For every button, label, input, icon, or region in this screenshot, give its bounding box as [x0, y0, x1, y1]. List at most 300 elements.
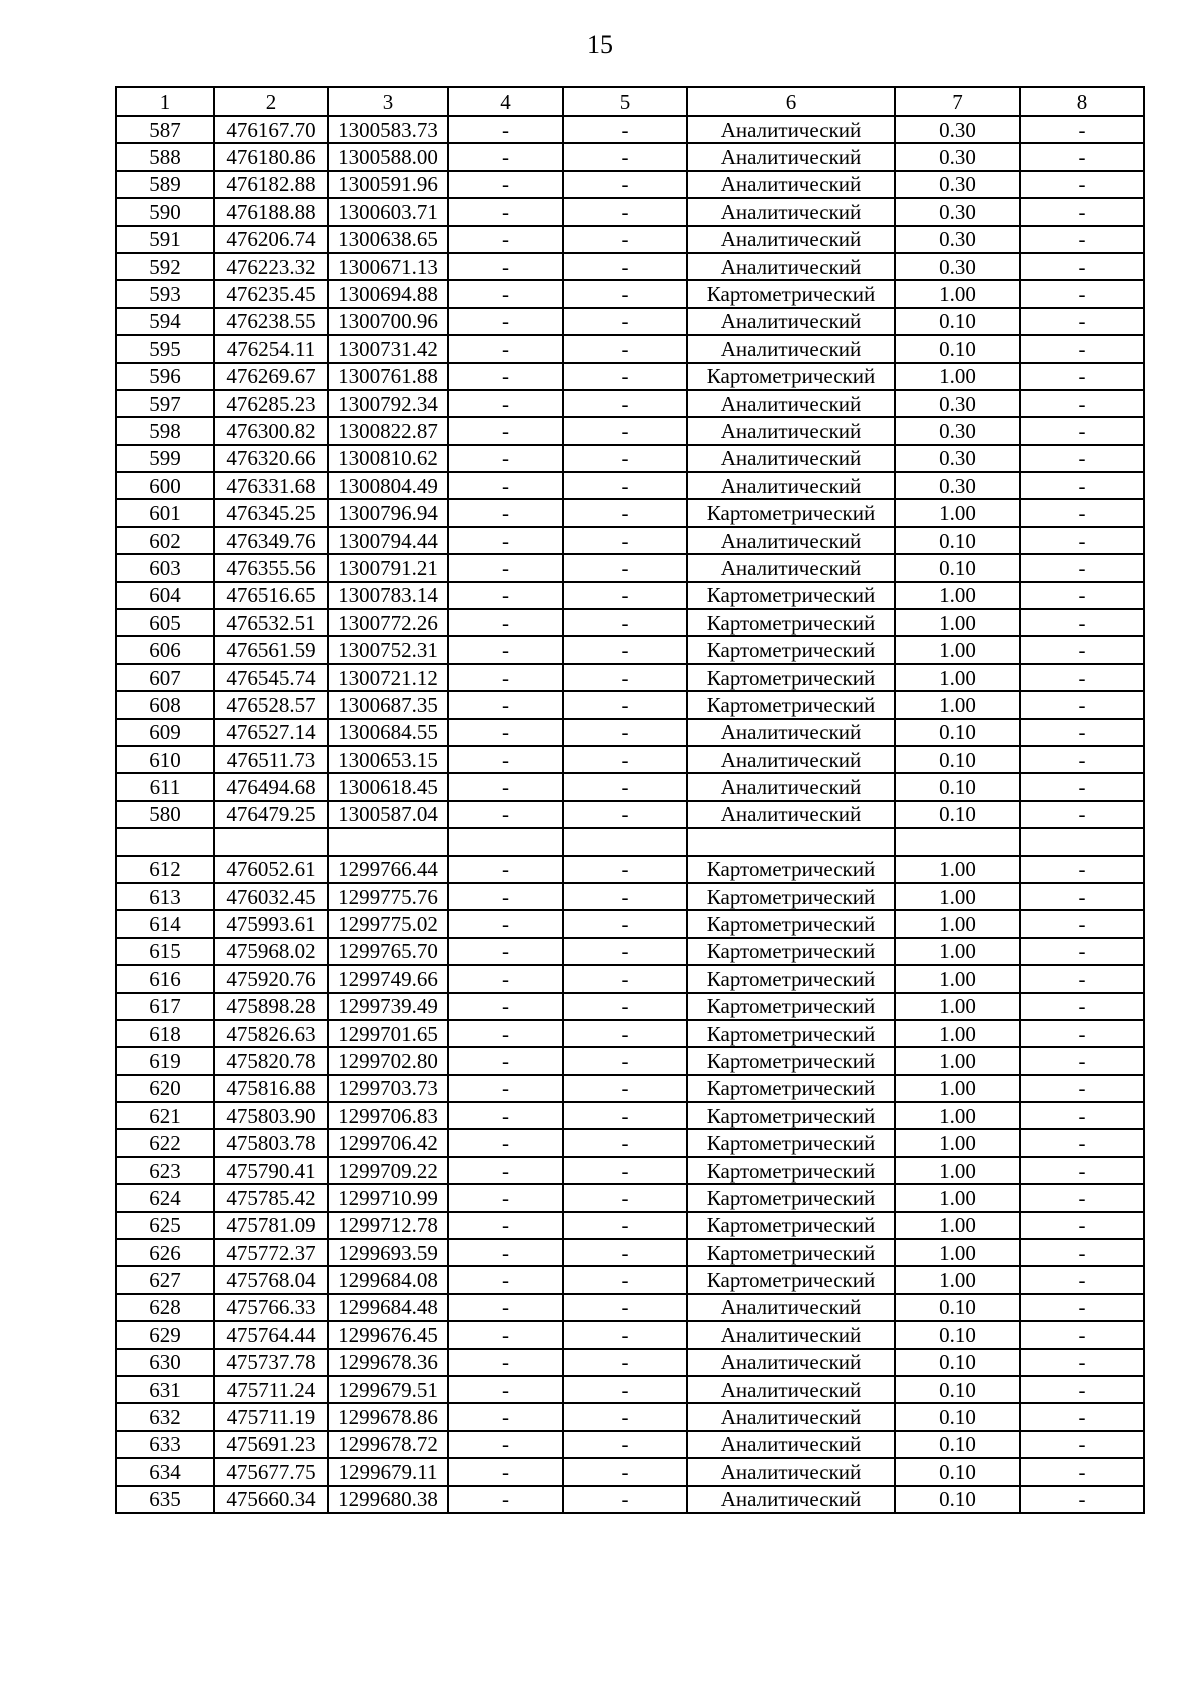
x-coordinate-cell: 475920.76: [214, 965, 328, 992]
accuracy-cell: 1.00: [895, 938, 1020, 965]
point-number-cell: 627: [116, 1266, 214, 1293]
x-coordinate-cell: 476052.61: [214, 856, 328, 883]
accuracy-cell: 0.30: [895, 417, 1020, 444]
column-5-cell: -: [563, 636, 687, 663]
y-coordinate-cell: 1299775.02: [328, 910, 448, 937]
x-coordinate-cell: 475691.23: [214, 1431, 328, 1458]
accuracy-cell: 1.00: [895, 1020, 1020, 1047]
table-row: [116, 883, 1144, 910]
point-number-cell: 600: [116, 472, 214, 499]
table-row: [116, 719, 1144, 746]
column-4-cell: -: [448, 1376, 563, 1403]
column-8-cell: -: [1020, 993, 1144, 1020]
x-coordinate-cell: 476345.25: [214, 499, 328, 526]
column-8-cell: -: [1020, 472, 1144, 499]
column-4-cell: -: [448, 746, 563, 773]
accuracy-cell: 0.10: [895, 1321, 1020, 1348]
table-row: [116, 938, 1144, 965]
method-cell: Аналитический: [687, 554, 895, 581]
table-row: [116, 171, 1144, 198]
column-5-cell: -: [563, 1184, 687, 1211]
y-coordinate-cell: 1300761.88: [328, 363, 448, 390]
x-coordinate-cell: 475898.28: [214, 993, 328, 1020]
y-coordinate-cell: 1299676.45: [328, 1321, 448, 1348]
column-4-cell: -: [448, 719, 563, 746]
column-5-cell: -: [563, 198, 687, 225]
y-coordinate-cell: 1300796.94: [328, 499, 448, 526]
column-5-cell: -: [563, 691, 687, 718]
table-row: [116, 363, 1144, 390]
x-coordinate-cell: 476235.45: [214, 280, 328, 307]
x-coordinate-cell: 476561.59: [214, 636, 328, 663]
x-coordinate-cell: 476511.73: [214, 746, 328, 773]
accuracy-cell: 1.00: [895, 363, 1020, 390]
y-coordinate-cell: 1300653.15: [328, 746, 448, 773]
column-4-cell: -: [448, 1321, 563, 1348]
method-cell: Картометрический: [687, 938, 895, 965]
column-8-cell: -: [1020, 636, 1144, 663]
y-coordinate-cell: 1300587.04: [328, 801, 448, 828]
y-coordinate-cell: 1299701.65: [328, 1020, 448, 1047]
column-8-cell: -: [1020, 582, 1144, 609]
y-coordinate-cell: 1299684.48: [328, 1294, 448, 1321]
table-row: [116, 1047, 1144, 1074]
accuracy-cell: 1.00: [895, 993, 1020, 1020]
method-cell: Картометрический: [687, 691, 895, 718]
table-row: [116, 993, 1144, 1020]
x-coordinate-cell: 476545.74: [214, 664, 328, 691]
x-coordinate-cell: 476479.25: [214, 801, 328, 828]
column-5-cell: -: [563, 472, 687, 499]
accuracy-cell: 0.10: [895, 1458, 1020, 1485]
method-cell: Аналитический: [687, 472, 895, 499]
accuracy-cell: 0.10: [895, 1431, 1020, 1458]
method-cell: Аналитический: [687, 143, 895, 170]
column-4-cell: -: [448, 1431, 563, 1458]
method-cell: Картометрический: [687, 1212, 895, 1239]
x-coordinate-cell: 475968.02: [214, 938, 328, 965]
column-header: 6: [687, 87, 895, 116]
accuracy-cell: 1.00: [895, 856, 1020, 883]
point-number-cell: 606: [116, 636, 214, 663]
point-number-cell: 580: [116, 801, 214, 828]
coordinates-table: [115, 86, 1145, 1514]
method-cell: Картометрический: [687, 1239, 895, 1266]
x-coordinate-cell: 476254.11: [214, 335, 328, 362]
x-coordinate-cell: 475768.04: [214, 1266, 328, 1293]
column-4-cell: -: [448, 226, 563, 253]
method-cell: Картометрический: [687, 1129, 895, 1156]
column-8-cell: -: [1020, 1212, 1144, 1239]
y-coordinate-cell: 1300731.42: [328, 335, 448, 362]
column-5-cell: -: [563, 719, 687, 746]
table-row: [116, 417, 1144, 444]
accuracy-cell: 1.00: [895, 582, 1020, 609]
point-number-cell: 625: [116, 1212, 214, 1239]
x-coordinate-cell: 476494.68: [214, 773, 328, 800]
y-coordinate-cell: 1300792.34: [328, 390, 448, 417]
method-cell: Картометрический: [687, 1075, 895, 1102]
point-number-cell: 604: [116, 582, 214, 609]
method-cell: Аналитический: [687, 335, 895, 362]
column-5-cell: -: [563, 1376, 687, 1403]
column-4-cell: -: [448, 609, 563, 636]
table-row: [116, 1266, 1144, 1293]
column-5-cell: -: [563, 746, 687, 773]
accuracy-cell: 0.10: [895, 1376, 1020, 1403]
x-coordinate-cell: 475764.44: [214, 1321, 328, 1348]
table-row: [116, 1376, 1144, 1403]
y-coordinate-cell: 1300583.73: [328, 116, 448, 143]
table-row: [116, 554, 1144, 581]
y-coordinate-cell: 1300700.96: [328, 308, 448, 335]
column-5-cell: -: [563, 1458, 687, 1485]
column-5-cell: -: [563, 1075, 687, 1102]
point-number-cell: 615: [116, 938, 214, 965]
column-4-cell: -: [448, 636, 563, 663]
table-row: [116, 773, 1144, 800]
y-coordinate-cell: 1299679.11: [328, 1458, 448, 1485]
column-5-cell: -: [563, 609, 687, 636]
accuracy-cell: 1.00: [895, 1047, 1020, 1074]
point-number-cell: 599: [116, 445, 214, 472]
point-number-cell: 601: [116, 499, 214, 526]
point-number-cell: 628: [116, 1294, 214, 1321]
point-number-cell: 611: [116, 773, 214, 800]
column-5-cell: [563, 828, 687, 855]
y-coordinate-cell: 1300591.96: [328, 171, 448, 198]
y-coordinate-cell: 1299706.83: [328, 1102, 448, 1129]
column-5-cell: -: [563, 445, 687, 472]
column-5-cell: -: [563, 1486, 687, 1513]
table-row: [116, 280, 1144, 307]
point-number-cell: 620: [116, 1075, 214, 1102]
table-row: [116, 582, 1144, 609]
y-coordinate-cell: 1299678.72: [328, 1431, 448, 1458]
table-row: [116, 1075, 1144, 1102]
x-coordinate-cell: 475772.37: [214, 1239, 328, 1266]
column-header: 3: [328, 87, 448, 116]
column-4-cell: -: [448, 198, 563, 225]
column-4-cell: -: [448, 801, 563, 828]
accuracy-cell: 1.00: [895, 1075, 1020, 1102]
x-coordinate-cell: 476349.76: [214, 527, 328, 554]
method-cell: [687, 828, 895, 855]
accuracy-cell: 1.00: [895, 280, 1020, 307]
point-number-cell: 598: [116, 417, 214, 444]
x-coordinate-cell: 475781.09: [214, 1212, 328, 1239]
column-5-cell: -: [563, 910, 687, 937]
x-coordinate-cell: 476285.23: [214, 390, 328, 417]
y-coordinate-cell: 1299703.73: [328, 1075, 448, 1102]
point-number-cell: 618: [116, 1020, 214, 1047]
column-5-cell: -: [563, 1294, 687, 1321]
accuracy-cell: 0.30: [895, 445, 1020, 472]
column-4-cell: -: [448, 883, 563, 910]
column-4-cell: -: [448, 143, 563, 170]
y-coordinate-cell: 1300752.31: [328, 636, 448, 663]
column-4-cell: -: [448, 856, 563, 883]
y-coordinate-cell: 1300810.62: [328, 445, 448, 472]
column-8-cell: -: [1020, 554, 1144, 581]
point-number-cell: 633: [116, 1431, 214, 1458]
point-number-cell: 587: [116, 116, 214, 143]
x-coordinate-cell: 475803.90: [214, 1102, 328, 1129]
point-number-cell: 597: [116, 390, 214, 417]
method-cell: Аналитический: [687, 417, 895, 444]
accuracy-cell: 0.10: [895, 335, 1020, 362]
column-4-cell: -: [448, 1349, 563, 1376]
accuracy-cell: 1.00: [895, 499, 1020, 526]
accuracy-cell: 1.00: [895, 691, 1020, 718]
column-4-cell: -: [448, 171, 563, 198]
y-coordinate-cell: 1299678.86: [328, 1403, 448, 1430]
accuracy-cell: 1.00: [895, 1239, 1020, 1266]
method-cell: Картометрический: [687, 856, 895, 883]
x-coordinate-cell: 475660.34: [214, 1486, 328, 1513]
column-4-cell: -: [448, 993, 563, 1020]
method-cell: Аналитический: [687, 390, 895, 417]
y-coordinate-cell: 1299766.44: [328, 856, 448, 883]
column-8-cell: -: [1020, 1376, 1144, 1403]
column-5-cell: -: [563, 773, 687, 800]
column-8-cell: -: [1020, 1458, 1144, 1485]
column-8-cell: -: [1020, 965, 1144, 992]
column-8-cell: -: [1020, 664, 1144, 691]
column-8-cell: -: [1020, 116, 1144, 143]
column-5-cell: -: [563, 1403, 687, 1430]
table-row: [116, 1458, 1144, 1485]
column-4-cell: -: [448, 1403, 563, 1430]
method-cell: Картометрический: [687, 1266, 895, 1293]
column-4-cell: -: [448, 308, 563, 335]
point-number-cell: 630: [116, 1349, 214, 1376]
column-5-cell: -: [563, 993, 687, 1020]
column-5-cell: -: [563, 664, 687, 691]
table-row: [116, 1349, 1144, 1376]
accuracy-cell: 1.00: [895, 1184, 1020, 1211]
column-4-cell: -: [448, 280, 563, 307]
column-8-cell: -: [1020, 719, 1144, 746]
column-4-cell: -: [448, 527, 563, 554]
method-cell: Аналитический: [687, 1431, 895, 1458]
point-number-cell: 632: [116, 1403, 214, 1430]
column-5-cell: -: [563, 1266, 687, 1293]
table-row: [116, 1239, 1144, 1266]
column-4-cell: -: [448, 938, 563, 965]
column-5-cell: -: [563, 280, 687, 307]
x-coordinate-cell: 475820.78: [214, 1047, 328, 1074]
point-number-cell: 602: [116, 527, 214, 554]
column-5-cell: -: [563, 965, 687, 992]
table-row: [116, 910, 1144, 937]
column-5-cell: -: [563, 938, 687, 965]
table-row: [116, 856, 1144, 883]
column-5-cell: -: [563, 253, 687, 280]
accuracy-cell: 0.30: [895, 226, 1020, 253]
column-8-cell: -: [1020, 1075, 1144, 1102]
method-cell: Картометрический: [687, 883, 895, 910]
y-coordinate-cell: 1299710.99: [328, 1184, 448, 1211]
column-4-cell: -: [448, 773, 563, 800]
column-4-cell: -: [448, 1129, 563, 1156]
column-5-cell: -: [563, 1431, 687, 1458]
y-coordinate-cell: 1299702.80: [328, 1047, 448, 1074]
point-number-cell: 596: [116, 363, 214, 390]
column-4-cell: -: [448, 1266, 563, 1293]
column-5-cell: -: [563, 226, 687, 253]
table-row: [116, 390, 1144, 417]
column-8-cell: -: [1020, 308, 1144, 335]
accuracy-cell: 1.00: [895, 1266, 1020, 1293]
table-row: [116, 1157, 1144, 1184]
column-4-cell: -: [448, 1075, 563, 1102]
table-row: [116, 1020, 1144, 1047]
x-coordinate-cell: 476355.56: [214, 554, 328, 581]
column-8-cell: -: [1020, 801, 1144, 828]
accuracy-cell: 0.30: [895, 198, 1020, 225]
table-row: [116, 1212, 1144, 1239]
column-8-cell: -: [1020, 253, 1144, 280]
y-coordinate-cell: 1300822.87: [328, 417, 448, 444]
column-8-cell: -: [1020, 527, 1144, 554]
method-cell: Картометрический: [687, 499, 895, 526]
accuracy-cell: 1.00: [895, 1157, 1020, 1184]
column-header: 2: [214, 87, 328, 116]
column-8-cell: -: [1020, 609, 1144, 636]
method-cell: Аналитический: [687, 308, 895, 335]
column-4-cell: -: [448, 390, 563, 417]
x-coordinate-cell: 475803.78: [214, 1129, 328, 1156]
x-coordinate-cell: 476532.51: [214, 609, 328, 636]
column-5-cell: -: [563, 1129, 687, 1156]
y-coordinate-cell: 1299765.70: [328, 938, 448, 965]
method-cell: Аналитический: [687, 1458, 895, 1485]
table-row: [116, 636, 1144, 663]
column-8-cell: -: [1020, 1294, 1144, 1321]
column-8-cell: -: [1020, 280, 1144, 307]
column-8-cell: -: [1020, 143, 1144, 170]
table-row: [116, 828, 1144, 855]
accuracy-cell: 1.00: [895, 965, 1020, 992]
column-5-cell: -: [563, 582, 687, 609]
column-8-cell: -: [1020, 363, 1144, 390]
column-5-cell: -: [563, 801, 687, 828]
table-row: [116, 1294, 1144, 1321]
point-number-cell: 614: [116, 910, 214, 937]
point-number-cell: 626: [116, 1239, 214, 1266]
column-5-cell: -: [563, 1157, 687, 1184]
table-row: [116, 527, 1144, 554]
column-8-cell: -: [1020, 691, 1144, 718]
column-5-cell: -: [563, 883, 687, 910]
column-4-cell: -: [448, 1458, 563, 1485]
column-5-cell: -: [563, 499, 687, 526]
y-coordinate-cell: 1300618.45: [328, 773, 448, 800]
x-coordinate-cell: 476320.66: [214, 445, 328, 472]
method-cell: Картометрический: [687, 363, 895, 390]
y-coordinate-cell: 1300804.49: [328, 472, 448, 499]
table-row: [116, 445, 1144, 472]
point-number-cell: 612: [116, 856, 214, 883]
accuracy-cell: 0.10: [895, 1349, 1020, 1376]
table-row: [116, 1102, 1144, 1129]
column-4-cell: -: [448, 1157, 563, 1184]
table-row: [116, 1431, 1144, 1458]
column-4-cell: -: [448, 910, 563, 937]
table-row: [116, 226, 1144, 253]
column-4-cell: -: [448, 363, 563, 390]
method-cell: Аналитический: [687, 746, 895, 773]
column-5-cell: -: [563, 856, 687, 883]
accuracy-cell: 0.30: [895, 171, 1020, 198]
column-5-cell: -: [563, 527, 687, 554]
column-8-cell: -: [1020, 773, 1144, 800]
y-coordinate-cell: 1300638.65: [328, 226, 448, 253]
accuracy-cell: 0.30: [895, 472, 1020, 499]
x-coordinate-cell: 476331.68: [214, 472, 328, 499]
method-cell: Картометрический: [687, 280, 895, 307]
point-number-cell: 594: [116, 308, 214, 335]
y-coordinate-cell: 1299775.76: [328, 883, 448, 910]
table-body: [116, 87, 1144, 1513]
point-number-cell: 634: [116, 1458, 214, 1485]
column-5-cell: -: [563, 1239, 687, 1266]
y-coordinate-cell: 1299684.08: [328, 1266, 448, 1293]
x-coordinate-cell: 476527.14: [214, 719, 328, 746]
method-cell: Аналитический: [687, 1349, 895, 1376]
table-row: [116, 198, 1144, 225]
column-8-cell: -: [1020, 390, 1144, 417]
column-8-cell: -: [1020, 1266, 1144, 1293]
accuracy-cell: 1.00: [895, 883, 1020, 910]
accuracy-cell: 0.10: [895, 746, 1020, 773]
x-coordinate-cell: 475993.61: [214, 910, 328, 937]
column-8-cell: -: [1020, 1157, 1144, 1184]
column-5-cell: -: [563, 417, 687, 444]
method-cell: Картометрический: [687, 1047, 895, 1074]
column-5-cell: -: [563, 1020, 687, 1047]
accuracy-cell: 1.00: [895, 1212, 1020, 1239]
method-cell: Аналитический: [687, 226, 895, 253]
point-number-cell: 590: [116, 198, 214, 225]
column-8-cell: -: [1020, 171, 1144, 198]
y-coordinate-cell: 1300694.88: [328, 280, 448, 307]
column-header: 7: [895, 87, 1020, 116]
accuracy-cell: 1.00: [895, 1102, 1020, 1129]
x-coordinate-cell: 475790.41: [214, 1157, 328, 1184]
column-4-cell: -: [448, 499, 563, 526]
method-cell: Аналитический: [687, 719, 895, 746]
point-number-cell: 616: [116, 965, 214, 992]
method-cell: Аналитический: [687, 198, 895, 225]
table-row: [116, 499, 1144, 526]
point-number-cell: 631: [116, 1376, 214, 1403]
column-4-cell: -: [448, 691, 563, 718]
point-number-cell: 603: [116, 554, 214, 581]
column-header: 1: [116, 87, 214, 116]
method-cell: Аналитический: [687, 773, 895, 800]
method-cell: Картометрический: [687, 609, 895, 636]
y-coordinate-cell: 1300772.26: [328, 609, 448, 636]
x-coordinate-cell: 476300.82: [214, 417, 328, 444]
table-row: [116, 609, 1144, 636]
y-coordinate-cell: 1299679.51: [328, 1376, 448, 1403]
column-8-cell: -: [1020, 938, 1144, 965]
x-coordinate-cell: [214, 828, 328, 855]
column-header: 8: [1020, 87, 1144, 116]
column-5-cell: -: [563, 1212, 687, 1239]
